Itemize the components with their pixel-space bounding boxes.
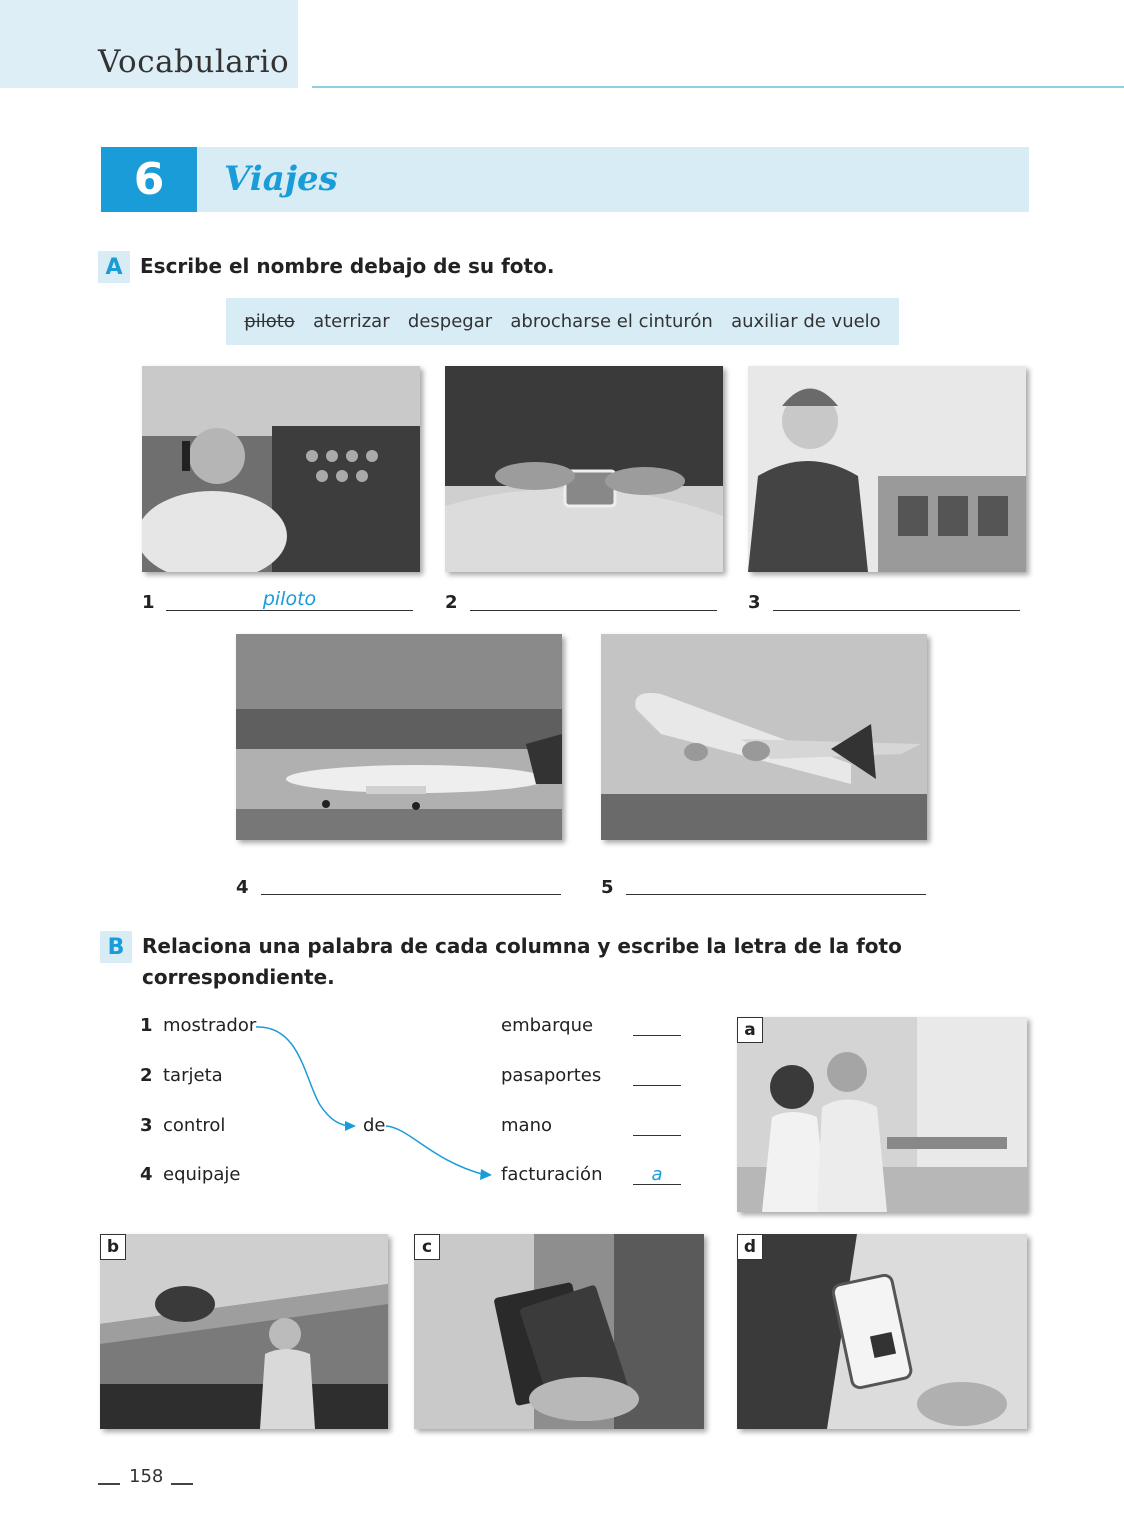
- photo-a-checkin-counter: [737, 1017, 1027, 1212]
- word-bank-item: aterrizar: [313, 311, 390, 332]
- photo-label: b: [100, 1234, 126, 1260]
- answer-number: 4: [236, 877, 249, 898]
- photo-label: d: [737, 1234, 763, 1260]
- photo-pilot: [142, 366, 420, 572]
- letter-answer-1[interactable]: [633, 1015, 681, 1036]
- section-b-letter: B: [100, 931, 132, 963]
- section-a-letter: A: [98, 251, 130, 283]
- photo-landing-plane: [236, 634, 562, 840]
- word-box: [226, 298, 899, 345]
- photo-d-mobile-boarding-pass: [737, 1234, 1027, 1429]
- answer-number: 5: [601, 877, 614, 898]
- item-number: 4: [140, 1164, 153, 1185]
- answer-number: 1: [142, 592, 155, 613]
- word-bank-item: auxiliar de vuelo: [731, 311, 881, 332]
- left-word: mostrador: [163, 1015, 257, 1036]
- left-word: equipaje: [163, 1164, 241, 1185]
- left-word: control: [163, 1115, 226, 1136]
- right-word: mano: [501, 1115, 552, 1136]
- answer-line-2[interactable]: [470, 588, 717, 611]
- unit-number: 6: [101, 147, 197, 212]
- footer-dash: [98, 1483, 120, 1485]
- letter-answer-4[interactable]: a: [633, 1164, 681, 1185]
- photo-label: a: [737, 1017, 763, 1043]
- item-number: 2: [140, 1065, 153, 1086]
- letter-answer-2[interactable]: [633, 1065, 681, 1086]
- word-bank-item: piloto: [244, 311, 295, 332]
- word-bank-item: despegar: [407, 311, 493, 332]
- item-number: 3: [140, 1115, 153, 1136]
- middle-word: de: [363, 1115, 386, 1136]
- unit-title: Viajes: [224, 159, 338, 199]
- answer-number: 3: [748, 592, 761, 613]
- answer-line-1[interactable]: piloto: [166, 588, 413, 611]
- section-a-instruction: Escribe el nombre debajo de su foto.: [140, 254, 555, 278]
- letter-answer-3[interactable]: [633, 1115, 681, 1136]
- footer-dash: [171, 1483, 193, 1485]
- page-number: 158: [129, 1466, 164, 1487]
- answer-number: 2: [445, 592, 458, 613]
- item-number: 1: [140, 1015, 153, 1036]
- right-word: pasaportes: [501, 1065, 602, 1086]
- answer-line-5[interactable]: [626, 872, 926, 895]
- section-b-instruction-line2: correspondiente.: [142, 965, 335, 989]
- photo-takeoff-plane: [601, 634, 927, 840]
- right-word: embarque: [501, 1015, 594, 1036]
- left-word: tarjeta: [163, 1065, 223, 1086]
- word-bank-item: abrocharse el cinturón: [510, 311, 713, 332]
- section-b-instruction-line1: Relaciona una palabra de cada columna y escribe la letra de la foto: [142, 934, 902, 958]
- header-rule: [312, 86, 1124, 88]
- right-word: facturación: [501, 1164, 603, 1185]
- section-title: Vocabulario: [98, 44, 290, 80]
- photo-seatbelt: [445, 366, 723, 572]
- photo-flight-attendant: [748, 366, 1026, 572]
- photo-b-overhead-luggage: [100, 1234, 388, 1429]
- answer-line-4[interactable]: [261, 872, 561, 895]
- answer-line-3[interactable]: [773, 588, 1020, 611]
- photo-c-passports: [414, 1234, 704, 1429]
- photo-label: c: [414, 1234, 440, 1260]
